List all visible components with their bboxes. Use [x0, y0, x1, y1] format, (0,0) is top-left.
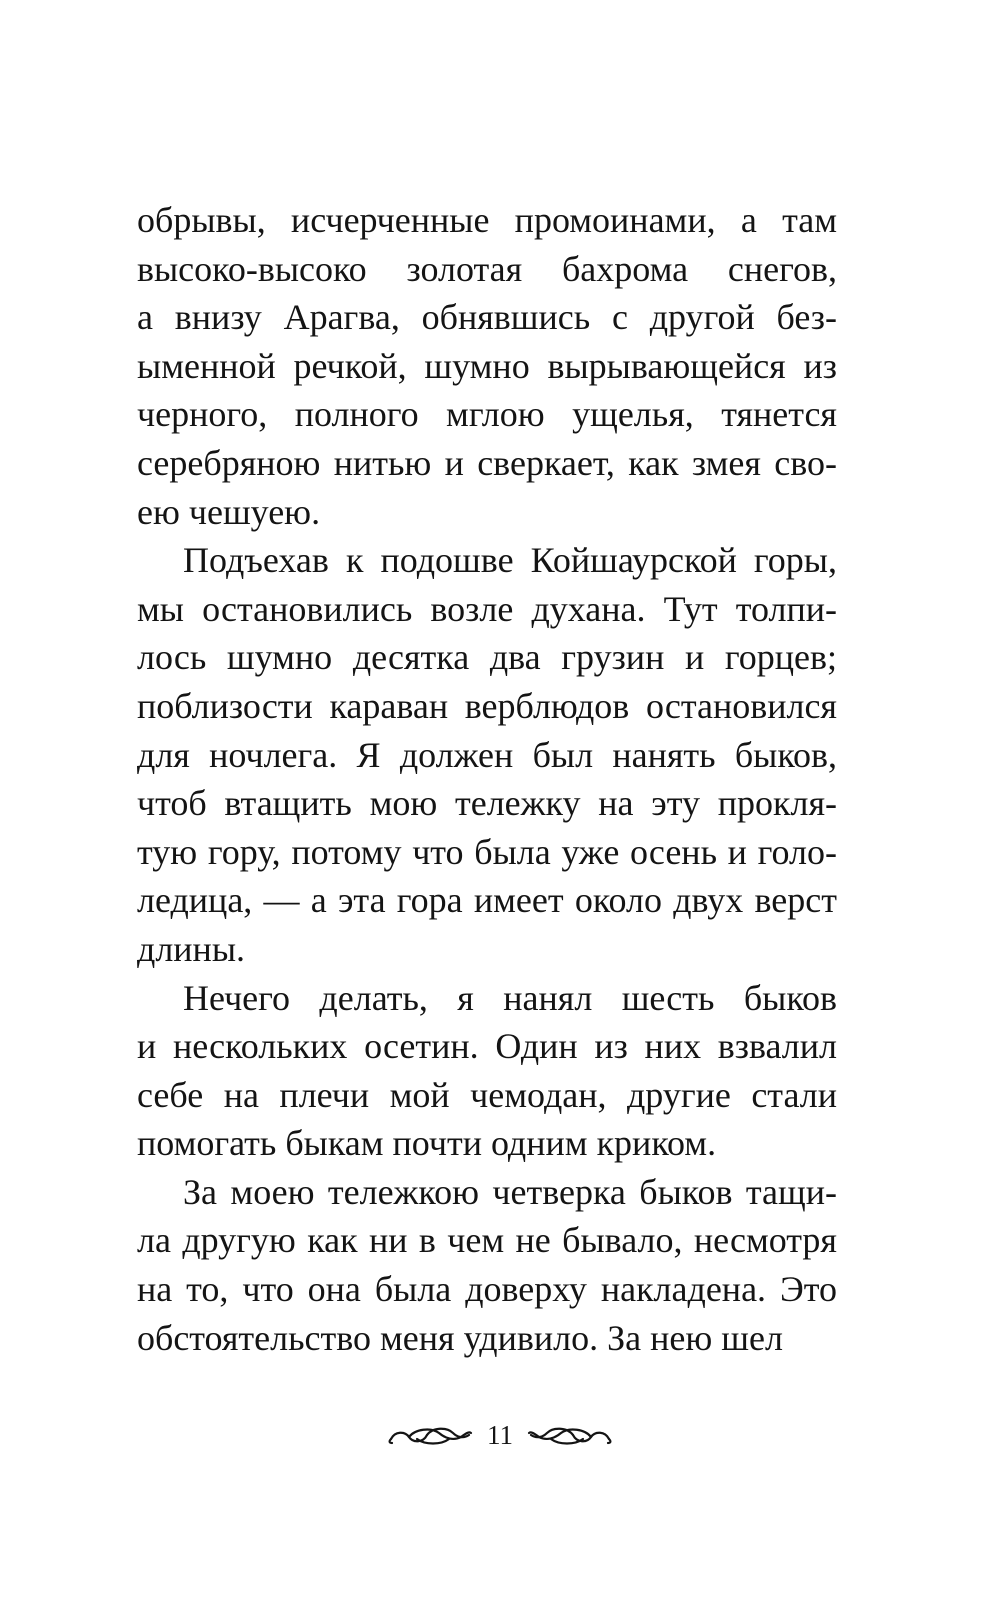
text-line: для ночлега. Я должен был нанять быков, — [137, 734, 837, 775]
paragraph — [137, 536, 837, 973]
text-line: себе на плечи мой чемодан, другие стали — [137, 1074, 837, 1115]
body-text — [137, 196, 837, 1362]
text-line: лось шумно десятка два грузин и горцев; — [137, 637, 837, 678]
text-line: За моею тележкою четверка быков тащи- — [183, 1171, 837, 1212]
text-line: ла другую как ни в чем не бывало, несмотря — [137, 1220, 837, 1261]
paragraph — [137, 974, 837, 1168]
text-line: обрывы, исчерченные промоинами, а там — [137, 200, 837, 240]
text-line: черного, полного мглою ущелья, тянется — [137, 394, 837, 435]
text-line: мы остановились возле духана. Тут толпи- — [137, 588, 837, 629]
text-line: серебряною нитью и сверкает, как змея сво- — [137, 442, 837, 483]
text-line: а внизу Арагва, обнявшись с другой без- — [137, 297, 837, 338]
text-line: ледица, — а эта гора имеет около двух верст — [137, 880, 837, 921]
flourish-ornament-icon — [527, 1421, 613, 1449]
text-line: помогать быкам почти одним криком. — [137, 1123, 717, 1164]
text-line: тую гору, потому что была уже осень и голо- — [137, 831, 837, 872]
paragraph — [137, 196, 837, 536]
text-line: на то, что она была доверху накладена. Это — [137, 1269, 837, 1310]
text-line: Подъехав к подошве Койшаурской горы, — [183, 540, 837, 581]
page-footer — [0, 1415, 1000, 1455]
page-number: 11 — [487, 1420, 513, 1450]
paragraph — [137, 1168, 837, 1362]
text-line: и нескольких осетин. Один из них взвалил — [137, 1026, 837, 1067]
text-line: ыменной речкой, шумно вырывающейся из — [137, 345, 837, 386]
text-line: ею чешуею. — [137, 491, 321, 532]
text-line: поблизости караван верблюдов остановился — [137, 685, 837, 726]
flourish-ornament-icon — [387, 1421, 473, 1449]
text-line: длины. — [137, 928, 245, 969]
text-line: обстоятельство меня удивило. За нею шел — [137, 1317, 783, 1358]
text-line: высоко-высоко золотая бахрома снегов, — [137, 248, 837, 289]
text-line: чтоб втащить мою тележку на эту прокля- — [137, 783, 837, 824]
text-line: Нечего делать, я нанял шесть быков — [183, 977, 837, 1018]
